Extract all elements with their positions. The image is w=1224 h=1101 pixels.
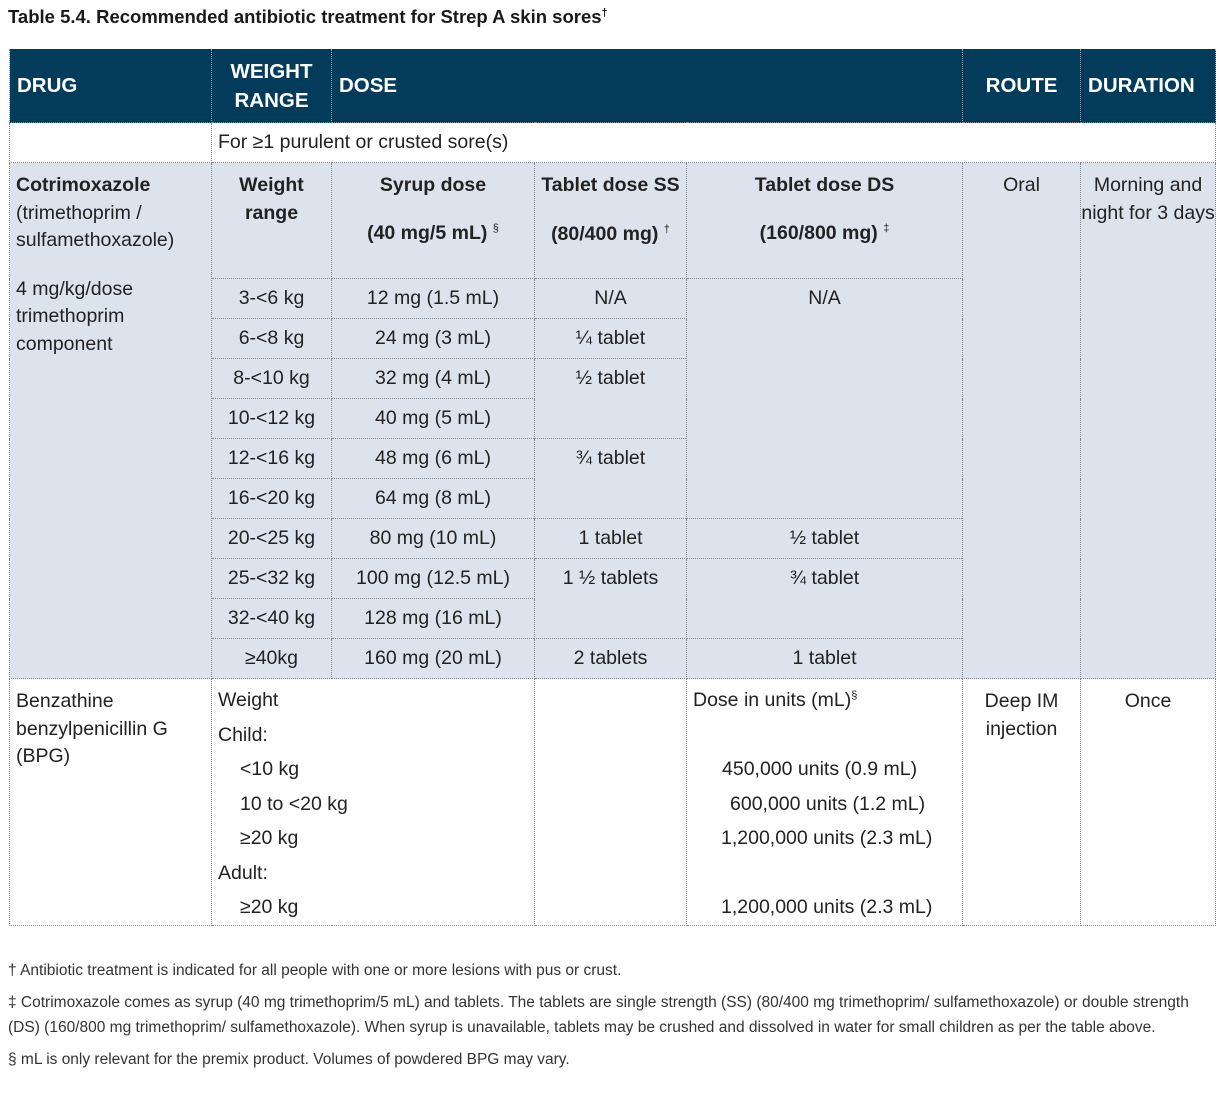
bpg-dose-cell — [687, 679, 963, 926]
dose-row-syrup: 128 mg (16 mL) — [332, 599, 535, 639]
bpg-adult-dose: 1,200,000 units (2.3 mL) — [721, 896, 933, 918]
subheader-tablet-ss — [535, 163, 687, 279]
subheader-syrup-strength: (40 mg/5 mL) — [367, 221, 488, 244]
dose-row-weight: ≥40kg — [212, 639, 332, 679]
bpg-weight-label: Weight — [218, 689, 279, 711]
header-route: ROUTE — [963, 49, 1081, 123]
subheader-ds-label: Tablet dose DS — [754, 174, 895, 196]
subheader-syrup-label: Syrup dose — [379, 174, 487, 196]
ds-footnote-mark: ‡ — [883, 222, 890, 234]
subheader-weight: Weight range — [212, 163, 332, 279]
dose-row-syrup: 100 mg (12.5 mL) — [332, 559, 535, 599]
dose-row-ss: ¼ tablet — [535, 319, 687, 359]
drug-generic-cotrimoxazole: (trimethoprim / sulfamethoxazole) — [16, 201, 175, 251]
duration-cotrimoxazole: Morning and night for 3 days — [1081, 163, 1216, 679]
dose-row-weight: 16-<20 kg — [212, 479, 332, 519]
bpg-child-dose: 600,000 units (1.2 mL) — [730, 792, 926, 815]
subheader-ss-strength: (80/400 mg) — [551, 222, 659, 245]
dose-row-ss: 1 ½ tablets — [535, 559, 687, 639]
dose-row-syrup: 48 mg (6 mL) — [332, 439, 535, 479]
bpg-dose-label: Dose in units (mL) — [693, 689, 852, 711]
dose-row-syrup: 24 mg (3 mL) — [332, 319, 535, 359]
bpg-dose-footnote-mark: § — [851, 689, 858, 702]
bpg-child-dose: 1,200,000 units (2.3 mL) — [721, 827, 933, 849]
header-weight-range: WEIGHT RANGE — [212, 49, 332, 123]
dose-row-ss: 1 tablet — [535, 519, 687, 559]
bpg-child-weight: <10 kg — [240, 758, 300, 780]
title-footnote-mark: † — [601, 6, 608, 19]
antibiotic-treatment-table — [9, 49, 1216, 926]
footnote-section: § mL is only relevant for the premix product. Volumes of powdered BPG may vary. — [8, 1051, 570, 1068]
table-title: Table 5.4. Recommended antibiotic treatment for Strep A skin sores† — [8, 6, 608, 27]
dose-row-weight: 6-<8 kg — [212, 319, 332, 359]
bpg-adult-label: Adult: — [218, 861, 268, 884]
subheader-ss-label: Tablet dose SS — [541, 174, 680, 196]
dose-row-syrup: 160 mg (20 mL) — [332, 639, 535, 679]
bpg-adult-weight: ≥20 kg — [240, 896, 299, 918]
dose-row-ds: ½ tablet — [687, 519, 963, 559]
ss-footnote-mark: † — [663, 223, 670, 235]
header-dose: DOSE — [332, 49, 963, 123]
subheader-ds-strength: (160/800 mg) — [759, 221, 878, 244]
dose-row-weight: 12-<16 kg — [212, 439, 332, 479]
dose-row-ss: ¾ tablet — [535, 439, 687, 519]
drug-name-cotrimoxazole: Cotrimoxazole — [16, 174, 151, 196]
footnote-dagger: † Antibiotic treatment is indicated for all people with one or more lesions with pus or crust. — [8, 962, 622, 979]
dose-row-syrup: 12 mg (1.5 mL) — [332, 279, 535, 319]
duration-bpg: Once — [1081, 679, 1216, 926]
dose-row-ds: 1 tablet — [687, 639, 963, 679]
dose-row-weight: 8-<10 kg — [212, 359, 332, 399]
dose-row-ds: ¾ tablet — [687, 559, 963, 639]
indication-text: For ≥1 purulent or crusted sore(s) — [212, 123, 1216, 163]
dose-row-weight: 3-<6 kg — [212, 279, 332, 319]
drug-name-bpg: Benzathine benzylpenicillin G (BPG) — [10, 679, 212, 926]
drug-dosing-cotrimoxazole: 4 mg/kg/dose trimethoprim component — [16, 277, 134, 355]
route-injection: Deep IM injection — [963, 679, 1081, 926]
syrup-footnote-mark: § — [492, 222, 499, 234]
dose-row-weight: 10-<12 kg — [212, 399, 332, 439]
dose-row-weight: 25-<32 kg — [212, 559, 332, 599]
bpg-child-label: Child: — [218, 723, 268, 746]
header-drug: DRUG — [10, 49, 212, 123]
footnote-double-dagger: ‡ Cotrimoxazole comes as syrup (40 mg trimethoprim/5 mL) and tablets. The tablets are single strength (SS) (80/400 mg trimethoprim/ sulfamethoxazole) or double strength (DS) (160/800 mg trimethoprim/ sulfamethoxazole). When syrup is unavailable, tablets may be crushed and dissolved in water for small children as per the table above. — [8, 994, 1189, 1036]
dose-row-ds: N/A — [687, 279, 963, 519]
dose-row-syrup: 64 mg (8 mL) — [332, 479, 535, 519]
bpg-child-weight: ≥20 kg — [240, 827, 299, 849]
dose-row-ss: N/A — [535, 279, 687, 319]
bpg-weight-cell — [212, 679, 535, 926]
subheader-tablet-ds — [687, 163, 963, 279]
dose-row-syrup: 80 mg (10 mL) — [332, 519, 535, 559]
header-duration: DURATION — [1081, 49, 1216, 123]
dose-row-weight: 20-<25 kg — [212, 519, 332, 559]
bpg-child-weight: 10 to <20 kg — [240, 792, 348, 815]
subheader-syrup — [332, 163, 535, 279]
dose-row-weight: 32-<40 kg — [212, 599, 332, 639]
drug-cell-cotrimoxazole — [10, 163, 212, 679]
dose-row-syrup: 40 mg (5 mL) — [332, 399, 535, 439]
dose-row-ss: 2 tablets — [535, 639, 687, 679]
dose-row-ss: ½ tablet — [535, 359, 687, 439]
bpg-child-dose: 450,000 units (0.9 mL) — [722, 758, 918, 780]
footnotes — [8, 958, 1198, 1079]
dose-row-syrup: 32 mg (4 mL) — [332, 359, 535, 399]
route-oral: Oral — [963, 163, 1081, 679]
